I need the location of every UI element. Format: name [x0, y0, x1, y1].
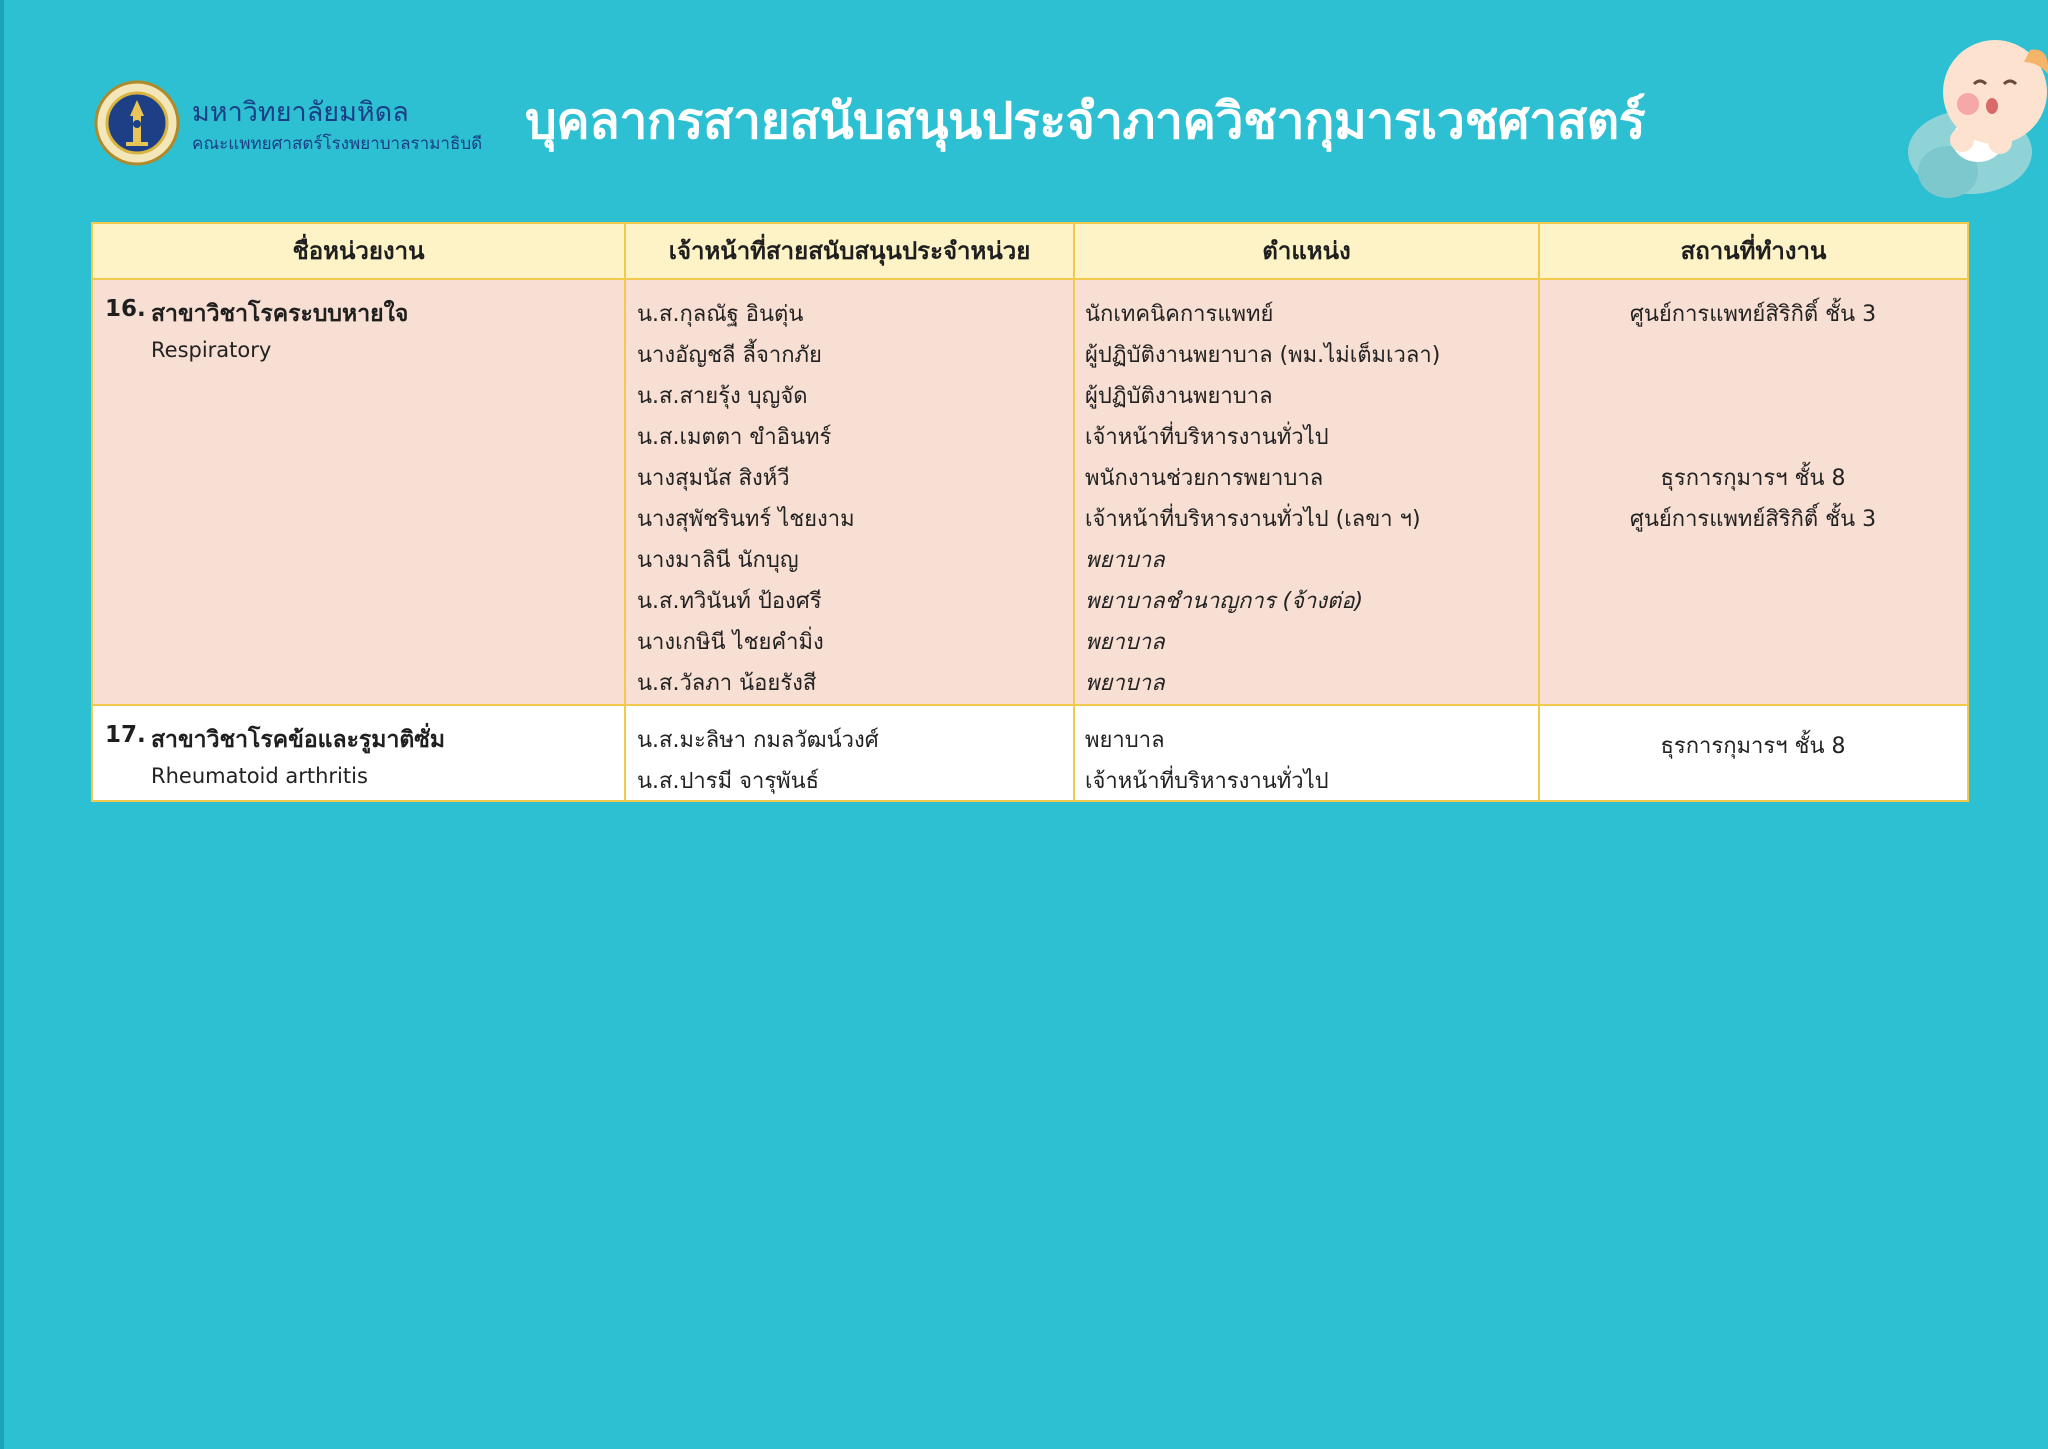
position-text: นักเทคนิคการแพทย์	[1085, 302, 1274, 327]
staff-name: น.ส.ปารมี จารุพันธ์	[637, 769, 820, 794]
staff-name: น.ส.ทวินันท์ ป้องศรี	[637, 589, 822, 614]
unit-name-en: Respiratory	[151, 338, 272, 362]
staff-name: น.ส.วัลภา น้อยรังสี	[637, 671, 817, 696]
unit-name-th: สาขาวิชาโรคข้อและรูมาติซั่ม	[151, 727, 446, 753]
column-divider	[624, 224, 626, 800]
unit-name-th: สาขาวิชาโรคระบบหายใจ	[151, 301, 409, 327]
column-header-position: ตำแหน่ง	[1262, 237, 1351, 265]
position-text: พยาบาล	[1085, 630, 1165, 655]
staff-name: นางอัญชลี ลี้จากภัย	[637, 343, 822, 368]
staff-name: นางมาลินี นักบุญ	[637, 548, 799, 573]
column-divider	[1073, 224, 1075, 800]
location-text: ธุรการกุมารฯ ชั้น 8	[1660, 734, 1846, 759]
left-edge-bar	[0, 0, 4, 1449]
table-row	[93, 706, 1967, 800]
position-text: ผู้ปฏิบัติงานพยาบาล (พม.ไม่เต็มเวลา)	[1085, 343, 1441, 368]
location-text: ศูนย์การแพทย์สิริกิติ์ ชั้น 3	[1629, 507, 1877, 532]
column-divider	[1538, 224, 1540, 800]
faculty-name: คณะแพทยศาสตร์โรงพยาบาลรามาธิบดี	[192, 134, 483, 154]
column-header-unit: ชื่อหน่วยงาน	[292, 237, 425, 265]
position-text: เจ้าหน้าที่บริหารงานทั่วไป (เลขา ฯ)	[1085, 507, 1421, 532]
staff-name: น.ส.กุลณัฐ อินตุ่น	[637, 302, 804, 327]
unit-name-en: Rheumatoid arthritis	[151, 764, 368, 788]
university-name: มหาวิทยาลัยมหิดล	[192, 97, 409, 128]
position-text: ผู้ปฏิบัติงานพยาบาล	[1085, 384, 1273, 409]
university-logo-block	[94, 80, 504, 168]
staff-name: นางเกษินี ไชยคำมิ่ง	[637, 630, 824, 655]
column-header-staff: เจ้าหน้าที่สายสนับสนุนประจำหน่วย	[668, 237, 1031, 265]
position-text: พนักงานช่วยการพยาบาล	[1085, 466, 1324, 491]
staff-name: น.ส.มะลิษา กมลวัฒน์วงศ์	[637, 728, 879, 753]
column-header-location: สถานที่ทำงาน	[1680, 237, 1827, 265]
table-row	[93, 280, 1967, 706]
position-text: พยาบาล	[1085, 728, 1165, 753]
university-seal-icon	[94, 80, 180, 166]
baby-illustration-icon	[1900, 22, 2048, 222]
position-text: พยาบาลชำนาญการ (จ้างต่อ)	[1085, 589, 1364, 614]
unit-number: 17.	[105, 722, 146, 748]
location-text: ศูนย์การแพทย์สิริกิติ์ ชั้น 3	[1629, 302, 1877, 327]
staff-name: นางสุมนัส สิงห์วี	[637, 466, 790, 491]
position-text: เจ้าหน้าที่บริหารงานทั่วไป	[1085, 425, 1329, 450]
staff-table	[91, 222, 1969, 802]
unit-number: 16.	[105, 296, 146, 322]
location-text: ธุรการกุมารฯ ชั้น 8	[1660, 466, 1846, 491]
staff-name: นางสุพัชรินทร์ ไชยงาม	[637, 507, 855, 532]
page-title: บุคลากรสายสนับสนุนประจำภาควิชากุมารเวชศาสตร์	[525, 92, 1646, 150]
table-header-row	[93, 224, 1967, 280]
position-text: พยาบาล	[1085, 671, 1165, 696]
staff-name: น.ส.เมตตา ขำอินทร์	[637, 425, 832, 450]
position-text: พยาบาล	[1085, 548, 1165, 573]
position-text: เจ้าหน้าที่บริหารงานทั่วไป	[1085, 769, 1329, 794]
staff-name: น.ส.สายรุ้ง บุญจัด	[637, 384, 808, 409]
